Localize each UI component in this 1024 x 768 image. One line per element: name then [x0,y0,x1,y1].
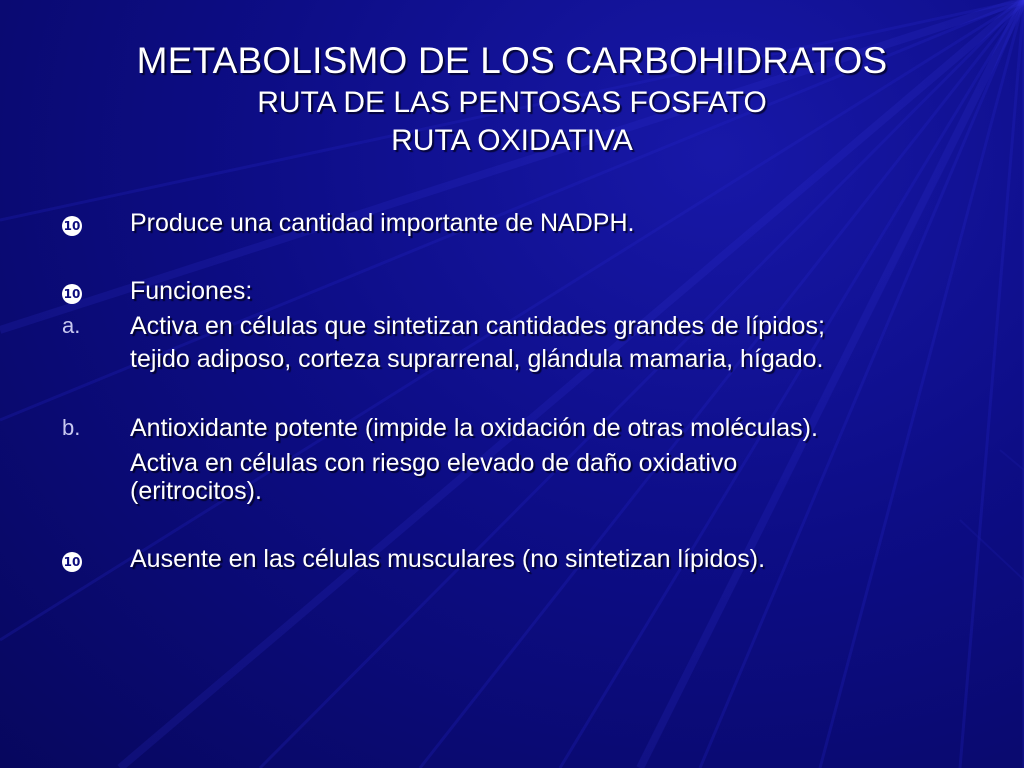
bullet-text-nadph: Produce una cantidad importante de NADPH. [130,209,635,237]
bullet-icon [62,276,82,306]
function-a-line-1: Activa en células que sintetizan cantidades grandes de lípidos; [130,312,825,340]
slide-title: METABOLISMO DE LOS CARBOHIDRATOS [136,40,888,81]
slide-subtitle-2: RUTA OXIDATIVA [391,124,633,157]
bullet-glyph: 10 [62,216,82,236]
bullet-glyph: 10 [62,284,82,304]
function-b-line-2: Activa en células con riesgo elevado de daño oxidativo [130,449,738,477]
function-b-line-3: (eritrocitos). [130,477,262,505]
function-a-line-2: tejido adiposo, corteza suprarrenal, glándula mamaria, hígado. [130,345,824,373]
bullet-text-funciones: Funciones: [130,277,253,305]
bullet-glyph: 10 [62,552,82,572]
slide-subtitle-1: RUTA DE LAS PENTOSAS FOSFATO [257,86,767,119]
list-marker-b: b. [62,415,81,440]
bullet-icon [62,544,82,574]
list-marker-a: a. [62,313,81,338]
bullet-icon [62,208,82,238]
bullet-text-ausente: Ausente en las células musculares (no sintetizan lípidos). [130,545,766,573]
function-b-line-1: Antioxidante potente (impide la oxidación de otras moléculas). [130,414,818,442]
